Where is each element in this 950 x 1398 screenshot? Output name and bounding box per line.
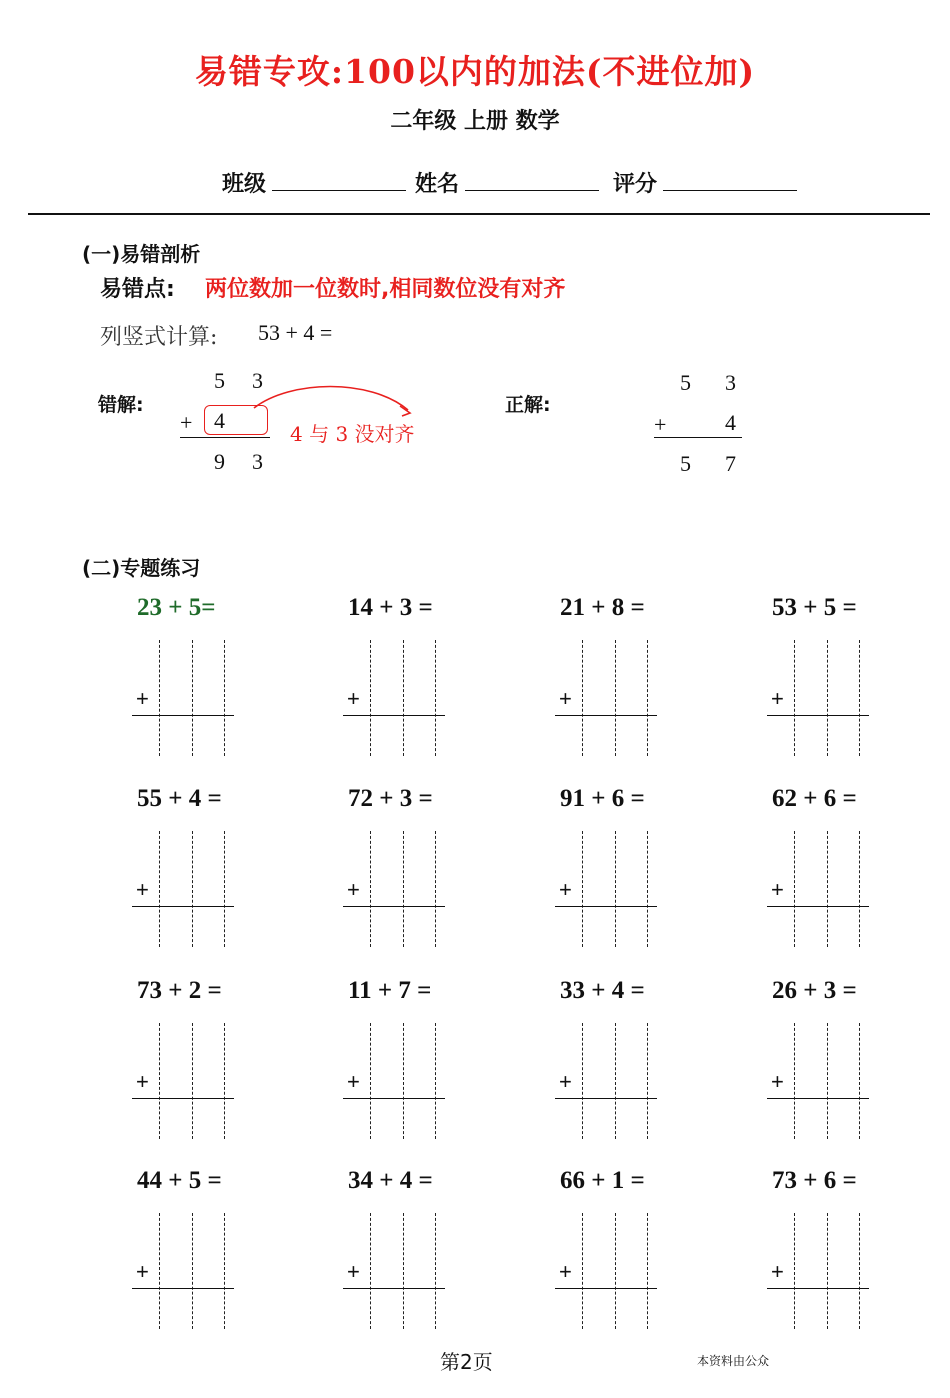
calc-expression: 53 + 4 = [258, 320, 333, 345]
section2-heading: (二)专题练习 [82, 556, 201, 580]
section1-heading: (一)易错剖析 [82, 242, 201, 266]
problem-expression: 33 + 4 = [560, 977, 645, 1004]
practice-problem[interactable] [132, 1167, 252, 1342]
problem-expression: 73 + 6 = [772, 1167, 857, 1194]
digit-column-guide [159, 831, 160, 947]
problem-expression: 21 + 8 = [560, 594, 645, 621]
sum-line [132, 1098, 234, 1099]
page-number: 第2页 [440, 1350, 493, 1374]
digit-column-guide [794, 831, 795, 947]
digit-column-guide [794, 640, 795, 756]
digit-column-guide [615, 1023, 616, 1139]
sum-line [132, 906, 234, 907]
plus-sign: + [559, 1259, 572, 1284]
header-divider [28, 213, 930, 215]
practice-problem[interactable] [132, 977, 252, 1152]
plus-sign: + [559, 877, 572, 902]
sum-line [555, 1288, 657, 1289]
digit-column-guide [370, 1213, 371, 1329]
problem-expression: 11 + 7 = [348, 977, 432, 1004]
plus-sign: + [347, 686, 360, 711]
digit-column-guide [403, 1213, 404, 1329]
sum-line [767, 1288, 869, 1289]
digit-column-guide [192, 1213, 193, 1329]
practice-problem[interactable] [767, 594, 887, 769]
digit-column-guide [224, 640, 225, 756]
sum-line [343, 1098, 445, 1099]
name-label: 姓名 [415, 172, 460, 197]
digit-column-guide [435, 831, 436, 947]
plus-sign: + [771, 1069, 784, 1094]
digit-column-guide [647, 640, 648, 756]
problem-expression: 72 + 3 = [348, 785, 433, 812]
error-point-text: 两位数加一位数时,相同数位没有对齐 [205, 277, 566, 302]
name-blank[interactable] [465, 190, 599, 191]
wrong-sum-line [180, 437, 270, 438]
wrong-top-tens: 5 [214, 368, 225, 393]
practice-problem[interactable] [555, 785, 675, 960]
calc-prompt: 列竖式计算: [100, 325, 218, 350]
digit-column-guide [827, 1213, 828, 1329]
digit-column-guide [827, 640, 828, 756]
wrong-top-ones: 3 [252, 368, 263, 393]
digit-column-guide [615, 831, 616, 947]
plus-sign: + [136, 1069, 149, 1094]
practice-problem[interactable] [767, 1167, 887, 1342]
digit-column-guide [192, 831, 193, 947]
digit-column-guide [159, 1213, 160, 1329]
practice-problem[interactable] [555, 977, 675, 1152]
right-top-tens: 5 [680, 370, 691, 395]
digit-column-guide [582, 640, 583, 756]
problem-expression: 66 + 1 = [560, 1167, 645, 1194]
sum-line [555, 715, 657, 716]
problem-expression: 53 + 5 = [772, 594, 857, 621]
digit-column-guide [827, 1023, 828, 1139]
wrong-plus-sign: + [180, 410, 193, 435]
plus-sign: + [347, 1259, 360, 1284]
right-solution-label: 正解: [505, 394, 551, 416]
digit-column-guide [159, 1023, 160, 1139]
digit-column-guide [370, 1023, 371, 1139]
misalignment-note: 4 与 3 没对齐 [290, 422, 415, 446]
digit-column-guide [647, 831, 648, 947]
digit-column-guide [582, 1023, 583, 1139]
digit-column-guide [224, 1213, 225, 1329]
digit-column-guide [794, 1213, 795, 1329]
plus-sign: + [771, 1259, 784, 1284]
wrong-result-tens: 9 [214, 449, 225, 474]
digit-column-guide [159, 640, 160, 756]
sum-line [132, 1288, 234, 1289]
practice-problem[interactable] [132, 594, 252, 769]
problem-expression: 26 + 3 = [772, 977, 857, 1004]
problem-expression: 23 + 5= [137, 594, 216, 621]
digit-column-guide [403, 831, 404, 947]
practice-problem[interactable] [767, 785, 887, 960]
right-result-ones: 7 [725, 451, 736, 476]
plus-sign: + [136, 686, 149, 711]
problem-expression: 91 + 6 = [560, 785, 645, 812]
sum-line [343, 1288, 445, 1289]
digit-column-guide [615, 1213, 616, 1329]
plus-sign: + [347, 877, 360, 902]
sum-line [767, 715, 869, 716]
digit-column-guide [794, 1023, 795, 1139]
digit-column-guide [192, 640, 193, 756]
digit-column-guide [224, 1023, 225, 1139]
problem-expression: 34 + 4 = [348, 1167, 433, 1194]
practice-problem[interactable] [132, 785, 252, 960]
plus-sign: + [347, 1069, 360, 1094]
error-point-label: 易错点: [100, 277, 175, 302]
plus-sign: + [136, 1259, 149, 1284]
wrong-result-ones: 3 [252, 449, 263, 474]
footer-note: 本资料由公众 [697, 1354, 770, 1368]
digit-column-guide [647, 1023, 648, 1139]
digit-column-guide [859, 1213, 860, 1329]
right-top-ones: 3 [725, 370, 736, 395]
plus-sign: + [771, 686, 784, 711]
practice-problem[interactable] [343, 785, 463, 960]
score-label: 评分 [613, 172, 658, 197]
practice-problem[interactable] [555, 1167, 675, 1342]
digit-column-guide [224, 831, 225, 947]
plus-sign: + [136, 877, 149, 902]
digit-column-guide [370, 640, 371, 756]
digit-column-guide [192, 1023, 193, 1139]
digit-column-guide [582, 831, 583, 947]
practice-problem[interactable] [555, 594, 675, 769]
sum-line [767, 1098, 869, 1099]
sum-line [555, 906, 657, 907]
worksheet-subtitle: 二年级 上册 数学 [390, 109, 560, 134]
right-sum-line [654, 437, 742, 438]
class-label: 班级 [222, 172, 267, 197]
digit-column-guide [827, 831, 828, 947]
problem-expression: 44 + 5 = [137, 1167, 222, 1194]
wrong-solution-label: 错解: [98, 394, 144, 416]
right-plus-sign: + [654, 412, 667, 437]
practice-problem[interactable] [343, 594, 463, 769]
problem-expression: 14 + 3 = [348, 594, 433, 621]
class-blank[interactable] [272, 190, 406, 191]
digit-column-guide [370, 831, 371, 947]
digit-column-guide [403, 1023, 404, 1139]
digit-column-guide [859, 831, 860, 947]
worksheet-title: 易错专攻:100以内的加法(不进位加) [194, 52, 756, 91]
digit-column-guide [435, 1213, 436, 1329]
sum-line [767, 906, 869, 907]
digit-column-guide [435, 640, 436, 756]
plus-sign: + [559, 686, 572, 711]
plus-sign: + [559, 1069, 572, 1094]
sum-line [555, 1098, 657, 1099]
sum-line [343, 715, 445, 716]
score-blank[interactable] [663, 190, 797, 191]
digit-column-guide [647, 1213, 648, 1329]
sum-line [343, 906, 445, 907]
digit-column-guide [582, 1213, 583, 1329]
practice-problem[interactable] [343, 1167, 463, 1342]
digit-column-guide [403, 640, 404, 756]
digit-column-guide [435, 1023, 436, 1139]
right-addend: 4 [725, 410, 736, 435]
digit-column-guide [859, 640, 860, 756]
plus-sign: + [771, 877, 784, 902]
problem-expression: 62 + 6 = [772, 785, 857, 812]
problem-expression: 73 + 2 = [137, 977, 222, 1004]
practice-problem[interactable] [767, 977, 887, 1152]
practice-problem[interactable] [343, 977, 463, 1152]
wrong-addend: 4 [214, 408, 225, 433]
problem-expression: 55 + 4 = [137, 785, 222, 812]
digit-column-guide [615, 640, 616, 756]
sum-line [132, 715, 234, 716]
right-result-tens: 5 [680, 451, 691, 476]
digit-column-guide [859, 1023, 860, 1139]
